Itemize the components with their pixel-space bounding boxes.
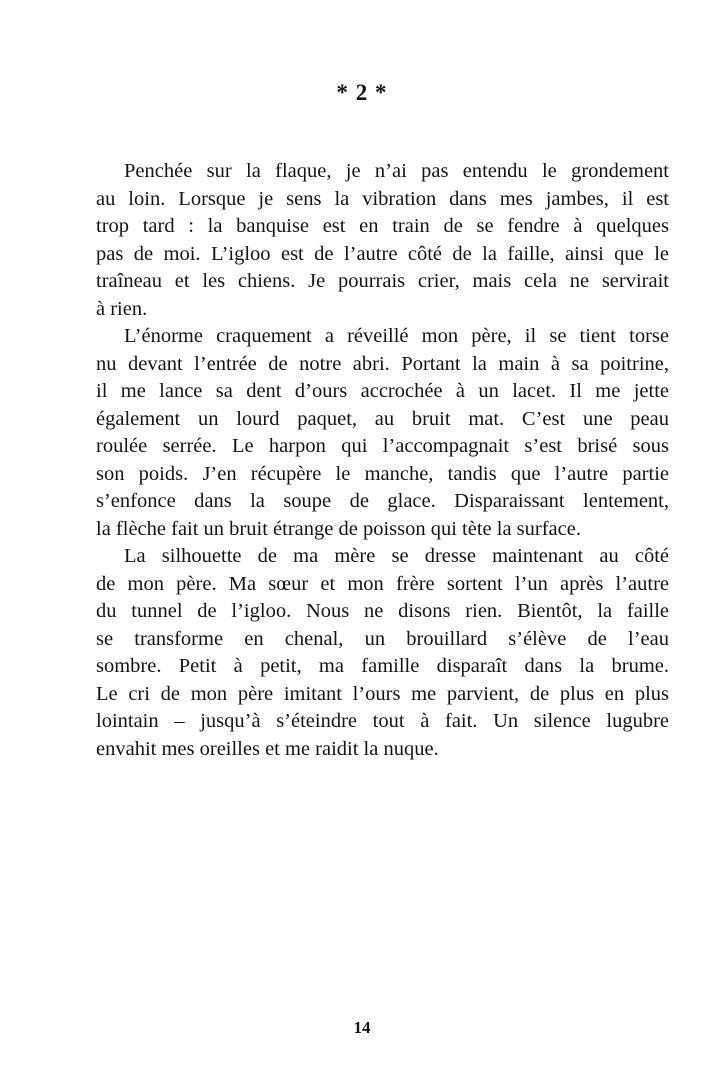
text-line: lointain – jusqu’à s’éteindre tout à fait. Un silence lugubre <box>96 710 669 732</box>
text-line: la flèche fait un bruit étrange de poisson qui tète la surface. <box>96 517 581 540</box>
paragraph <box>96 323 669 543</box>
body-text <box>96 158 669 763</box>
text-line: se transforme en chenal, un brouillard s’élève de l’eau <box>96 627 669 650</box>
text-line: Penchée sur la flaque, je n’ai pas entendu le grondement <box>124 160 669 182</box>
text-line: sombre. Petit à petit, ma famille disparaît dans la brume. <box>96 655 669 677</box>
text-line: son poids. J’en récupère le manche, tandis que l’autre partie <box>96 462 669 485</box>
text-line: Le cri de mon père imitant l’ours me parvient, de plus en plus <box>96 682 669 705</box>
text-line: pas de moi. L’igloo est de l’autre côté de la faille, ainsi que le <box>96 242 669 265</box>
text-line: nu devant l’entrée de notre abri. Portant la main à sa poitrine, <box>96 352 669 375</box>
text-line: il me lance sa dent d’ours accrochée à un lacet. Il me jette <box>96 380 669 402</box>
text-line: L’énorme craquement a réveillé mon père, il se tient torse <box>124 325 669 347</box>
text-line: de mon père. Ma sœur et mon frère sortent l’un après l’autre <box>96 572 669 595</box>
paragraph <box>96 543 669 763</box>
text-line: du tunnel de l’igloo. Nous ne disons rien. Bientôt, la faille <box>96 600 669 622</box>
text-line: au loin. Lorsque je sens la vibration dans mes jambes, il est <box>96 187 669 210</box>
text-line: trop tard : la banquise est en train de se fendre à quelques <box>96 215 669 237</box>
page-number: 14 <box>353 1018 371 1037</box>
text-line: s’enfonce dans la soupe de glace. Disparaissant lentement, <box>96 490 669 512</box>
chapter-heading: * 2 * <box>336 80 388 105</box>
text-line: également un lourd paquet, au bruit mat. C’est une peau <box>96 407 669 430</box>
paragraph <box>96 158 669 323</box>
text-line: à rien. <box>96 297 148 320</box>
text-line: envahit mes oreilles et me raidit la nuque. <box>96 737 439 760</box>
text-line: La silhouette de ma mère se dresse maintenant au côté <box>124 545 669 567</box>
text-line: roulée serrée. Le harpon qui l’accompagnait s’est brisé sous <box>96 435 669 457</box>
text-line: traîneau et les chiens. Je pourrais crier, mais cela ne servirait <box>96 270 669 292</box>
